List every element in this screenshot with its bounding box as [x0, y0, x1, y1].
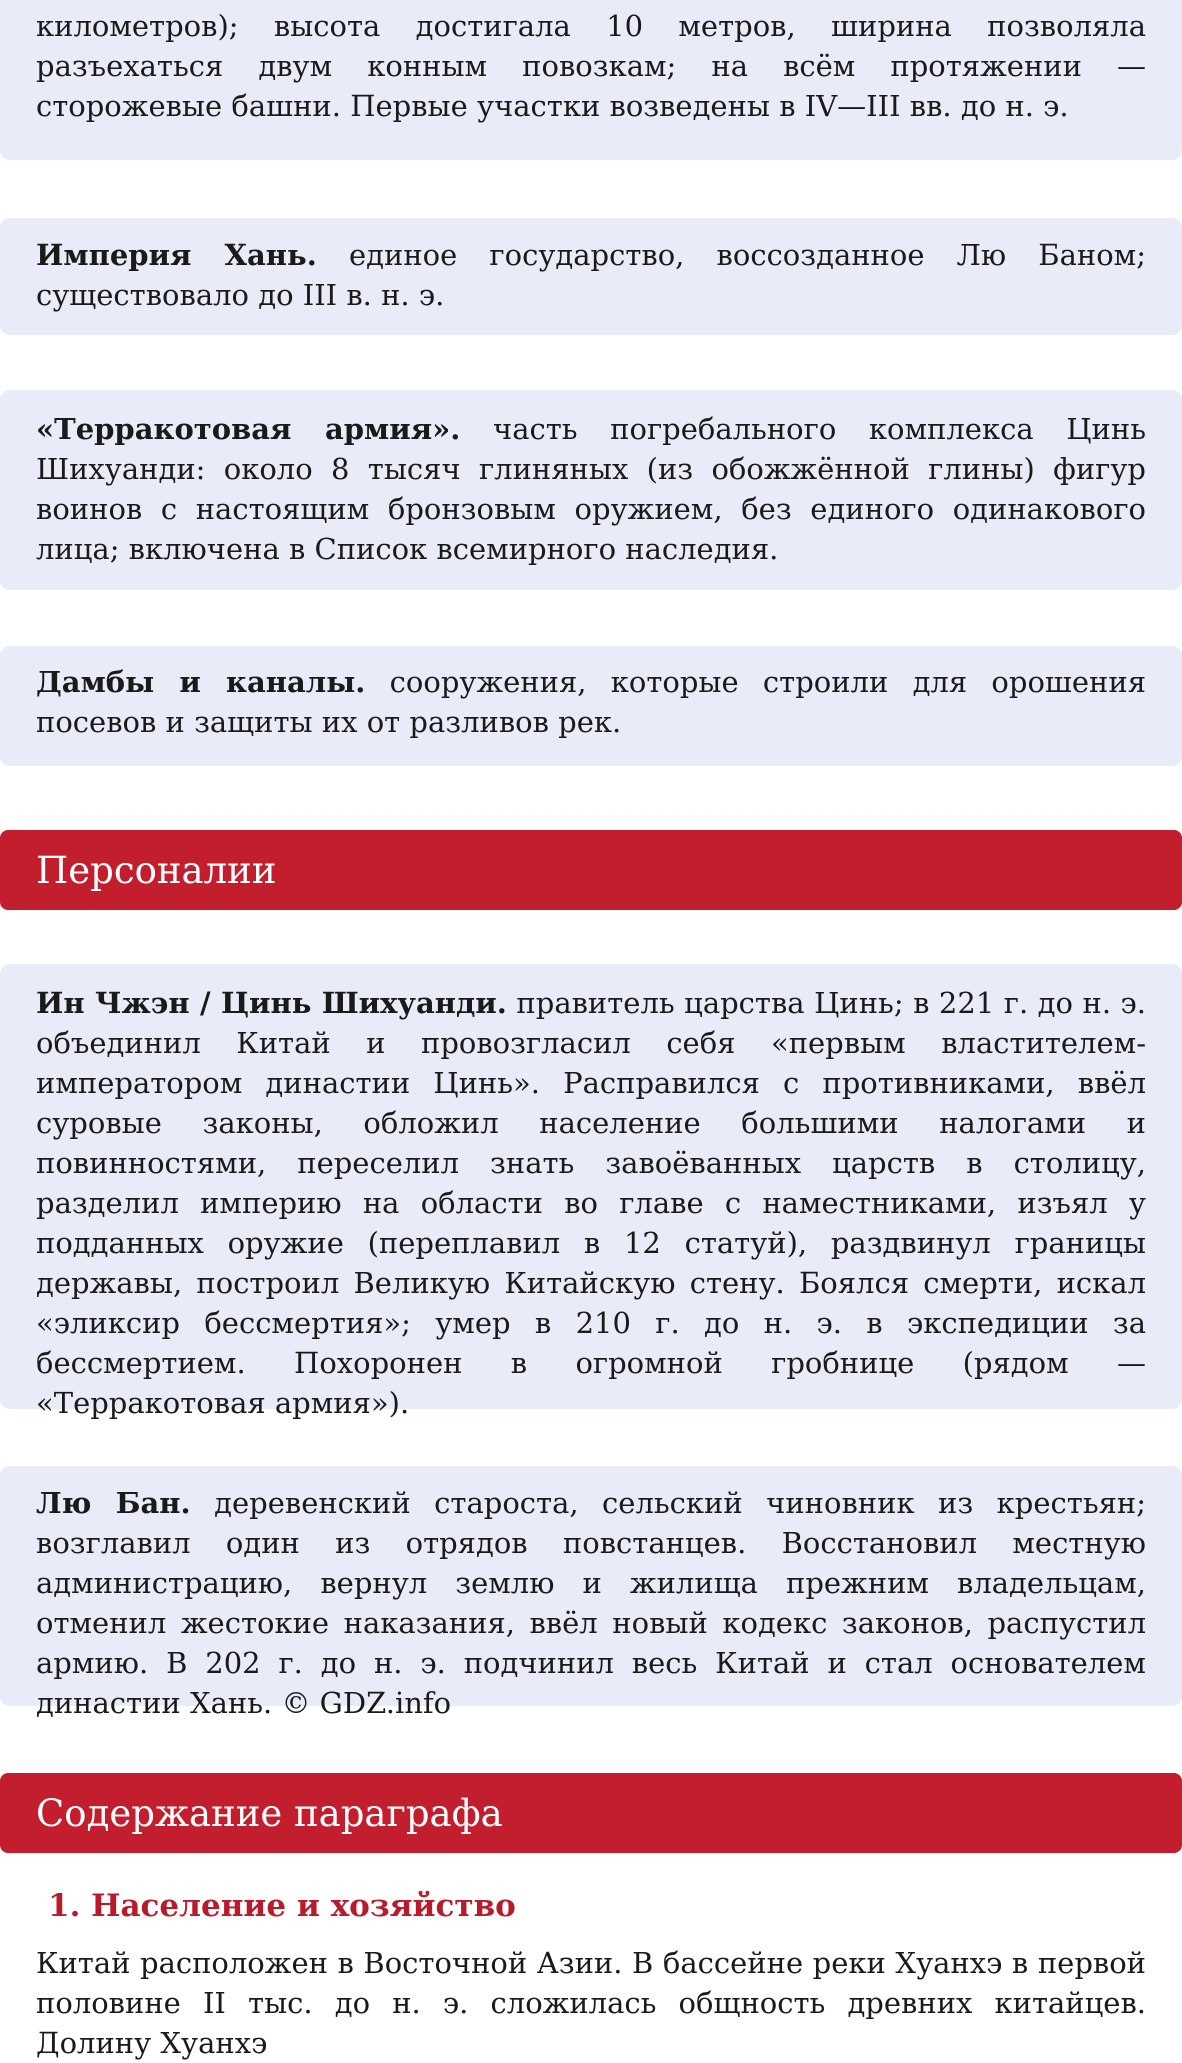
subsection-heading: 1. Население и хозяйство: [48, 1888, 516, 1924]
copyright-mark: © GDZ.info: [281, 1686, 452, 1720]
section-banner-contents: [0, 1773, 1182, 1853]
section-title: Персоналии: [36, 848, 277, 892]
term-paragraph: [36, 662, 1146, 742]
person-name: Лю Бан.: [36, 1486, 191, 1520]
person-paragraph: [36, 1483, 1146, 1723]
term-definition: единое государство, воссозданное Лю Баном; существовало до III в. н. э.: [36, 238, 1146, 312]
term-card-terracotta-army: [0, 390, 1182, 590]
term-label: «Терракотовая армия».: [36, 412, 461, 446]
term-definition: часть погребального комплекса Цинь Шихуанди: около 8 тысяч глиняных (из обожжённой глины) фигур воинов с настоящим бронзовым оружием, без единого одинакового лица; включена в Список всемирного наследия.: [36, 412, 1146, 566]
term-card-han-empire: [0, 218, 1182, 335]
term-definition: сооружения, которые строили для орошения посевов и защиты их от разливов рек.: [36, 665, 1146, 739]
person-description: деревенский староста, сельский чиновник из крестьян; возглавил один из отрядов повстанцев. Восстановил местную администрацию, вернул землю и жилища прежним владельцам, отменил жестокие наказания, ввёл новый кодекс законов, распустил армию. В 202 г. до н. э. подчинил весь Китай и стал основателем династии Хань.: [36, 1486, 1146, 1720]
section-title: Содержание параграфа: [36, 1791, 503, 1835]
person-name: Ин Чжэн / Цинь Шихуанди.: [36, 986, 507, 1020]
body-paragraph: Китай расположен в Восточной Азии. В бассейне реки Хуанхэ в первой половине II тыс. до н. э. сложилась общность древних китайцев. Долину Хуанхэ: [36, 1946, 1146, 2060]
term-paragraph: [36, 6, 1146, 126]
term-label: Дамбы и каналы.: [36, 665, 366, 699]
term-card-dams-canals: [0, 646, 1182, 766]
person-card-liu-bang: [0, 1466, 1182, 1720]
person-description: правитель царства Цинь; в 221 г. до н. э. объединил Китай и провозгласил себя «первым властителем-императором династии Цинь». Расправился с противниками, ввёл суровые законы, обложил население большими налогами и повинностями, переселил знать завоёванных царств в столицу, разделил империю на области во главе с наместниками, изъял у подданных оружие (переплавил в 12 статуй), раздвинул границы державы, построил Великую Китайскую стену. Боялся смерти, искал «эликсир бессмертия»; умер в 210 г. до н. э. в экспедиции за бессмертием. Похоронен в огромной гробнице (рядом — «Терракотовая армия»).: [36, 986, 1147, 1420]
term-definition: километров); высота достигала 10 метров, ширина позволяла разъехаться двум конным повозкам; на всём протяжении — сторожевые башни. Первые участки возведены в IV—III вв. до н. э.: [36, 9, 1146, 123]
term-card-great-wall: [0, 0, 1182, 160]
term-paragraph: [36, 409, 1146, 569]
section-banner-personalities: [0, 830, 1182, 910]
person-paragraph: [36, 983, 1146, 1423]
person-card-qin-shihuangdi: [0, 964, 1182, 1420]
term-label: Империя Хань.: [36, 238, 317, 272]
term-paragraph: [36, 235, 1146, 315]
